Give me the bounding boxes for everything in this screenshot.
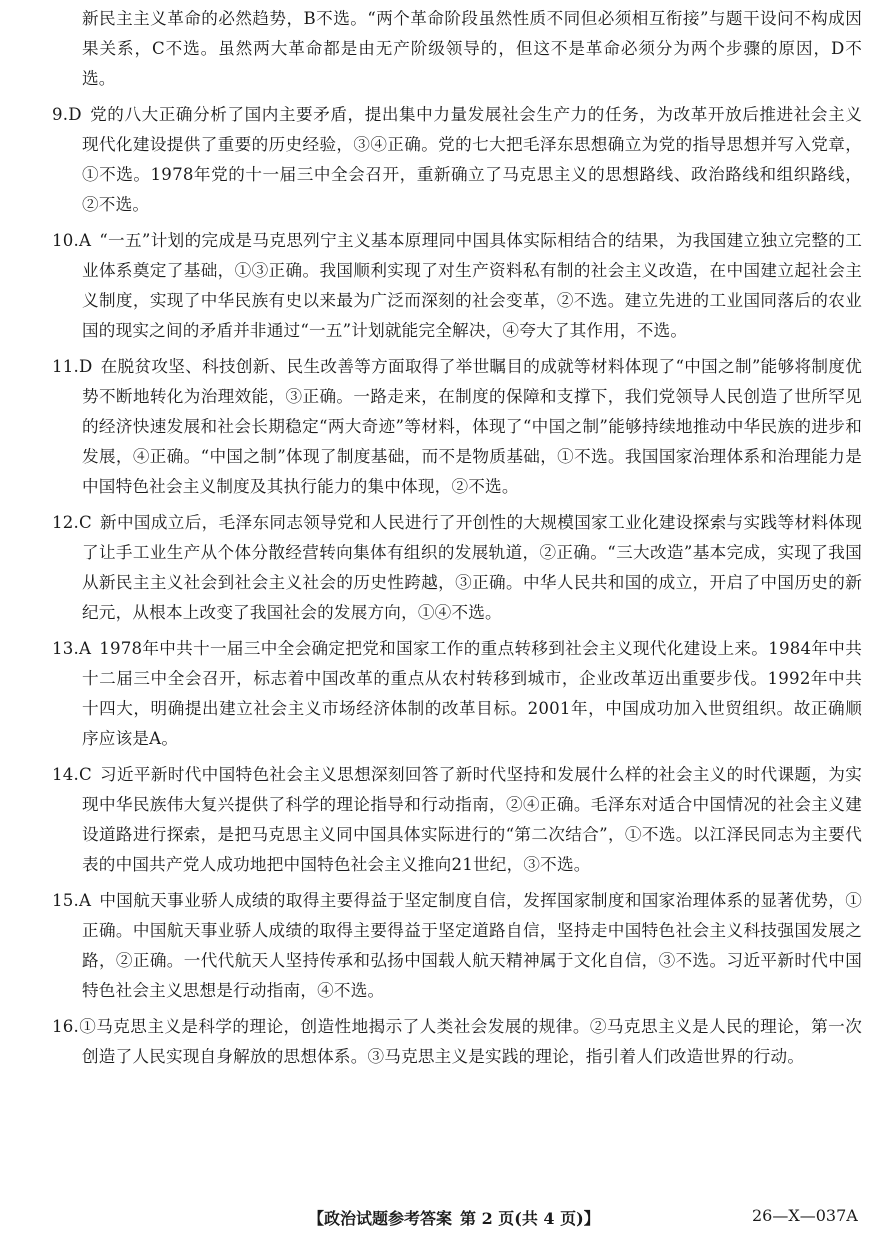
item-number: 15. xyxy=(52,891,79,910)
answer-item-14 xyxy=(52,760,862,880)
footer-exam-code: 26—X—037A xyxy=(752,1206,858,1225)
item-answer: C xyxy=(79,765,92,784)
item-explanation: “一五”计划的完成是马克思列宁主义基本原理同中国具体实际相结合的结果，为我国建立独立完整的工业体系奠定了基础，①③正确。我国顺利实现了对生产资料私有制的社会主义改造，在中国建立起社会主义制度，实现了中华民族有史以来最为广泛而深刻的社会变革，②不选。建立先进的工业国同落后的农业国的现实之间的矛盾并非通过“一五”计划就能完全解决，④夸大了其作用，不选。 xyxy=(82,231,862,340)
answer-item-13 xyxy=(52,634,862,754)
item-number: 16. xyxy=(52,1017,79,1036)
item-number: 13. xyxy=(52,639,79,658)
item-answer: A xyxy=(79,891,92,910)
item-explanation: 新中国成立后，毛泽东同志领导党和人民进行了开创性的大规模国家工业化建设探索与实践等材料体现了让手工业生产从个体分散经营转向集体有组织的发展轨道，②正确。“三大改造”基本完成，实现了我国从新民主主义社会到社会主义社会的历史性跨越，③正确。中华人民共和国的成立，开启了中国历史的新纪元，从根本上改变了我国社会的发展方向，①④不选。 xyxy=(82,513,862,622)
answer-item-9 xyxy=(52,100,862,220)
item-explanation: 中国航天事业骄人成绩的取得主要得益于坚定制度自信，发挥国家制度和国家治理体系的显著优势，①正确。中国航天事业骄人成绩的取得主要得益于坚定道路自信，坚持走中国特色社会主义科技强国发展之路，②正确。一代代航天人坚持传承和弘扬中国载人航天精神属于文化自信，③不选。习近平新时代中国特色社会主义思想是行动指南，④不选。 xyxy=(82,891,862,1000)
answer-item-10 xyxy=(52,226,862,346)
item-explanation: ①马克思主义是科学的理论，创造性地揭示了人类社会发展的规律。②马克思主义是人民的理论，第一次创造了人民实现自身解放的思想体系。③马克思主义是实践的理论，指引着人们改造世界的行动。 xyxy=(79,1017,862,1066)
page-footer xyxy=(0,1206,870,1232)
answer-item-11 xyxy=(52,352,862,502)
answer-item-12 xyxy=(52,508,862,628)
item-explanation: 在脱贫攻坚、科技创新、民生改善等方面取得了举世瞩目的成就等材料体现了“中国之制”能够将制度优势不断地转化为治理效能，③正确。一路走来，在制度的保障和支撑下，我们党领导人民创造了世所罕见的经济快速发展和社会长期稳定“两大奇迹”等材料，体现了“中国之制”能够持续地推动中华民族的进步和发展，④正确。“中国之制”体现了制度基础，而不是物质基础，①不选。我国国家治理体系和治理能力是中国特色社会主义制度及其执行能力的集中体现，②不选。 xyxy=(82,357,862,496)
item-answer: D xyxy=(79,357,93,376)
item-number: 14. xyxy=(52,765,79,784)
item-number: 10. xyxy=(52,231,79,250)
intro-paragraph: 新民主主义革命的必然趋势，B不选。“两个革命阶段虽然性质不同但必须相互衔接”与题干设问不构成因果关系，C不选。虽然两大革命都是由无产阶级领导的，但这不是革命必须分为两个步骤的原因，D不选。 xyxy=(82,9,862,88)
item-explanation: 1978年中共十一届三中全会确定把党和国家工作的重点转移到社会主义现代化建设上来。1984年中共十二届三中全会召开，标志着中国改革的重点从农村转移到城市，企业改革迈出重要步伐。1992年中共十四大，明确提出建立社会主义市场经济体制的改革目标。2001年，中国成功加入世贸组织。故正确顺序应该是A。 xyxy=(82,639,862,748)
item-answer: A xyxy=(79,639,92,658)
footer-title-block xyxy=(308,1206,600,1229)
answer-content xyxy=(52,4,862,1078)
footer-title: 【政治试题参考答案 xyxy=(308,1209,453,1228)
item-explanation: 党的八大正确分析了国内主要矛盾，提出集中力量发展社会生产力的任务，为改革开放后推进社会主义现代化建设提供了重要的历史经验，③④正确。党的七大把毛泽东思想确立为党的指导思想并写入党章，①不选。1978年党的十一届三中全会召开，重新确立了马克思主义的思想路线、政治路线和组织路线，②不选。 xyxy=(82,105,862,214)
item-answer: C xyxy=(79,513,92,532)
answer-item-16 xyxy=(52,1012,862,1072)
item-answer: D xyxy=(68,105,82,124)
answer-item-15 xyxy=(52,886,862,1006)
item-number: 11. xyxy=(52,357,79,376)
item-answer: A xyxy=(79,231,92,250)
item-number: 12. xyxy=(52,513,79,532)
item-explanation: 习近平新时代中国特色社会主义思想深刻回答了新时代坚持和发展什么样的社会主义的时代课题，为实现中华民族伟大复兴提供了科学的理论指导和行动指南，②④正确。毛泽东对适合中国情况的社会主义建设道路进行探索，是把马克思主义同中国具体实际进行的“第二次结合”，①不选。以江泽民同志为主要代表的中国共产党人成功地把中国特色社会主义推向21世纪，③不选。 xyxy=(82,765,862,874)
item-number: 9. xyxy=(52,105,69,124)
footer-page-number: 第 2 页(共 4 页)】 xyxy=(460,1209,600,1228)
